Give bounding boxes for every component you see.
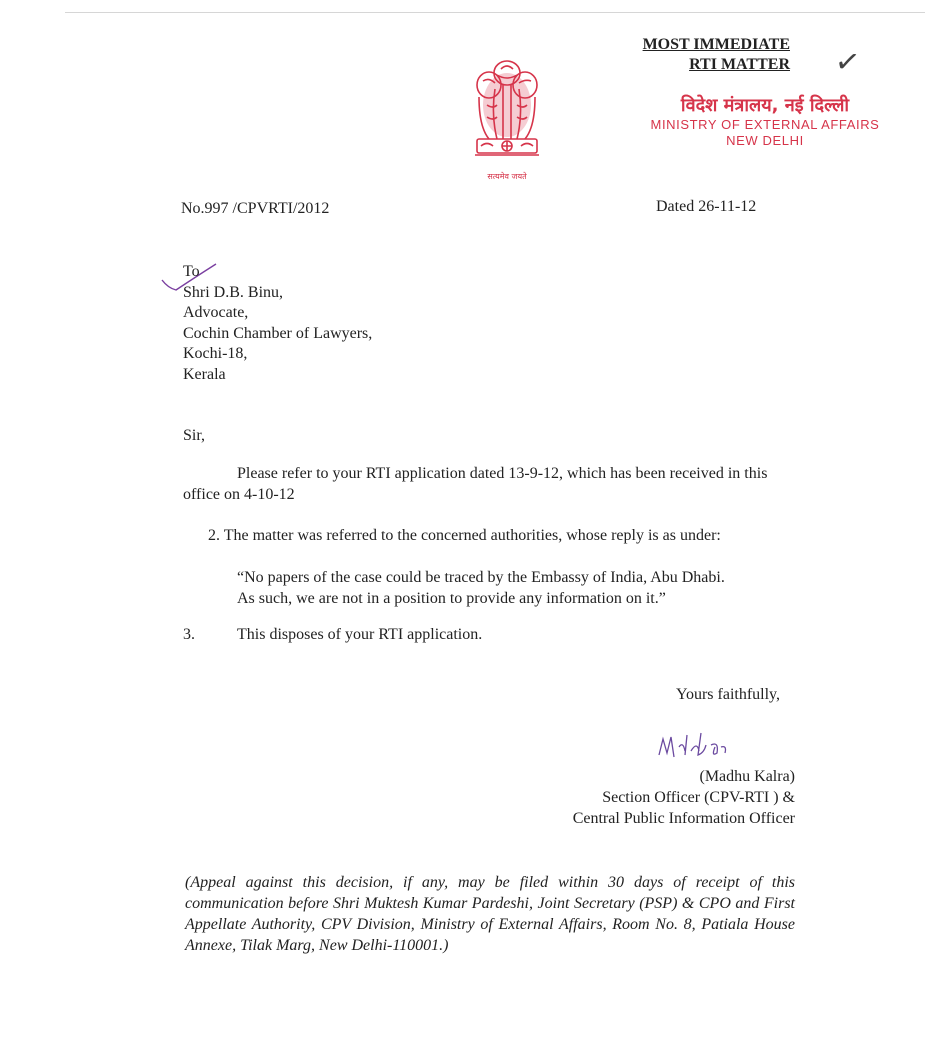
paragraph-3: This disposes of your RTI application. — [237, 626, 483, 643]
priority-marking — [625, 35, 790, 75]
national-emblem-icon — [465, 55, 550, 185]
reference-number: No.997 /CPVRTI/2012 — [181, 200, 330, 217]
quoted-reply — [237, 567, 797, 609]
addressee-line-5: Kerala — [183, 365, 226, 383]
addressee-line-4: Kochi-18, — [183, 345, 248, 362]
priority-line-1: MOST IMMEDIATE — [642, 36, 790, 53]
addressee-to: To — [183, 263, 200, 280]
signatory-name: (Madhu Kalra) — [699, 768, 795, 785]
quote-line-2: As such, we are not in a position to provide any information on it.” — [237, 590, 666, 607]
signature-block — [530, 766, 795, 829]
closing: Yours faithfully, — [676, 686, 781, 703]
signatory-title-1: Section Officer (CPV-RTI ) & — [602, 789, 795, 806]
appeal-note: (Appeal against this decision, if any, may be filed within 30 days of receipt of this communication before Shri Muktesh Kumar Pardeshi, Joint Secretary (PSP) & CPO and First Appellate Authority, CPV Division, Ministry of External Affairs, Room No. 8, Patiala House Annexe, Tilak Marg, New Delhi-110001.) — [185, 874, 795, 954]
signatory-title-2: Central Public Information Officer — [572, 810, 795, 827]
ministry-name-english: MINISTRY OF EXTERNAL AFFAIRS — [650, 117, 880, 132]
addressee-line-2: Advocate, — [183, 304, 249, 321]
quote-line-1: “No papers of the case could be traced by the Embassy of India, Abu Dhabi. — [237, 569, 725, 586]
priority-line-2: RTI MATTER — [689, 56, 790, 73]
paragraph-3-number: 3. — [183, 626, 195, 643]
letter-date: Dated 26-11-12 — [656, 198, 757, 215]
salutation: Sir, — [183, 427, 206, 444]
check-mark-icon: ✓ — [832, 44, 863, 81]
paragraph-2: 2. The matter was referred to the concerned authorities, whose reply is as under: — [208, 527, 721, 544]
ministry-stamp — [630, 93, 900, 149]
addressee-line-3: Cochin Chamber of Lawyers, — [183, 324, 373, 342]
addressee-name: Shri D.B. Binu, — [183, 283, 284, 301]
ministry-city: NEW DELHI — [726, 133, 804, 148]
addressee-block — [183, 262, 372, 385]
handwritten-signature-icon — [655, 725, 745, 770]
paragraph-1: Please refer to your RTI application dated 13-9-12, which has been received in this office on 4-10-12 — [183, 465, 768, 503]
ministry-name-hindi: विदेश मंत्रालय, नई दिल्ली — [680, 95, 850, 116]
scan-edge-line — [65, 12, 925, 13]
emblem-motto: सत्यमेव जयते — [487, 172, 527, 181]
